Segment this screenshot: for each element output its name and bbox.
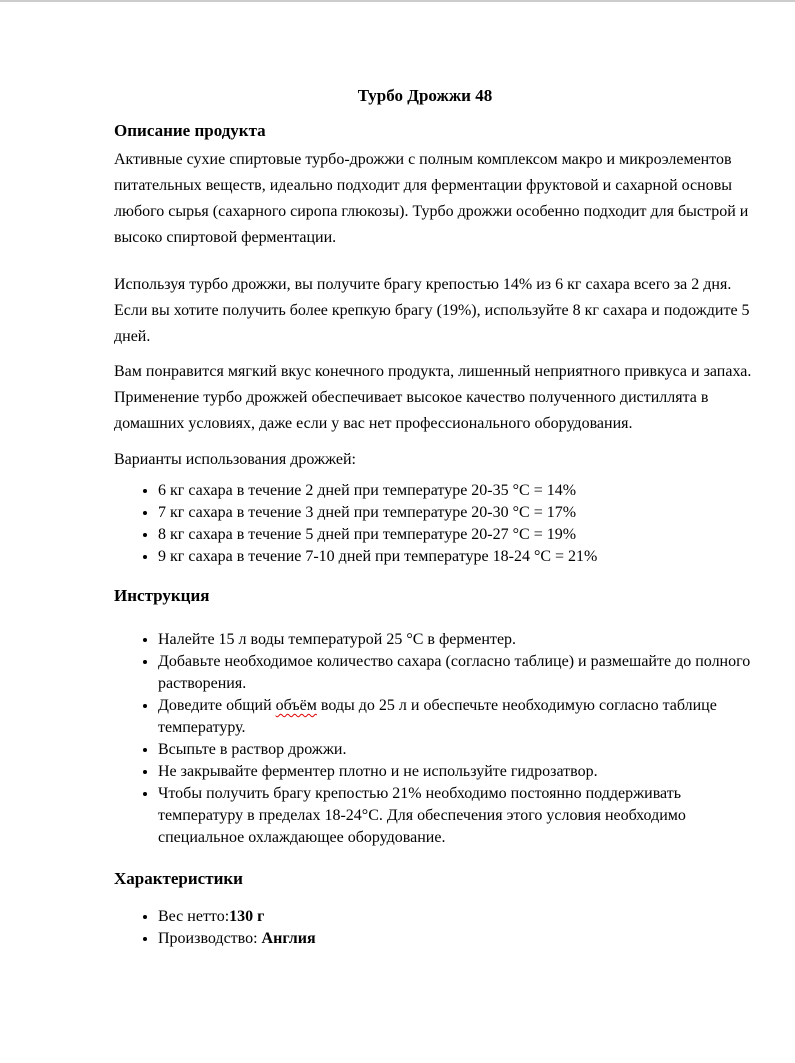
description-paragraph-2: Используя турбо дрожжи, вы получите брагу крепостью 14% из 6 кг сахара всего за 2 дня. Если вы хотите получить более крепкую брагу (19%), используйте 8 кг сахара и подождите 5 дней. <box>114 276 750 345</box>
instruction-step-6: • Чтобы получить брагу крепостью 21% необходимо постоянно поддерживать температуру в пределах 18-24°С. Для обеспечения этого условия необходимо специальное охлаждающее оборудование. <box>158 783 764 849</box>
description-paragraph-1: Активные сухие спиртовые турбо-дрожжи с полным комплексом макро и микроэлементов питательных веществ, идеально подходит для ферментации фруктовой и сахарной основы любого сырья (сахарного сиропа глюкозы). Турбо дрожжи особенно подходит для быстрой и высоко спиртовой ферментации. <box>114 151 749 246</box>
instruction-step-2: • Добавьте необходимое количество сахара (согласно таблице) и размешайте до полного растворения. <box>158 651 764 695</box>
usage-option-4: • 9 кг сахара в течение 7-10 дней при температуре 18-24 °С = 21% <box>158 546 764 568</box>
instructions-list <box>114 629 764 849</box>
instruction-step-3-post: воды до 25 л и обеспечьте необходимую согласно таблице температуру. <box>158 697 717 736</box>
usage-option-1: • 6 кг сахара в течение 2 дней при температуре 20-35 °С = 14% <box>158 480 764 502</box>
document-page <box>0 2 795 950</box>
usage-option-2: • 7 кг сахара в течение 3 дней при температуре 20-30 °С = 17% <box>158 502 764 524</box>
usage-options-list <box>114 480 764 568</box>
usage-intro: Варианты использования дрожжей: <box>114 451 356 468</box>
characteristics-list <box>114 906 764 950</box>
characteristic-value: Англия <box>261 930 316 947</box>
section-heading-instructions: Инструкция <box>114 586 210 605</box>
characteristic-value: 130 г <box>229 908 265 925</box>
characteristic-net-weight <box>158 906 764 928</box>
usage-option-3: • 8 кг сахара в течение 5 дней при температуре 20-27 °С = 19% <box>158 524 764 546</box>
description-paragraph-3: Вам понравится мягкий вкус конечного продукта, лишенный неприятного привкуса и запаха. Применение турбо дрожжей обеспечивает высокое качество полученного дистиллята в домашних условиях, даже если у вас нет профессионального оборудования. <box>114 363 752 432</box>
characteristic-label: Производство: <box>158 930 262 947</box>
instruction-step-1: • Налейте 15 л воды температурой 25 °С в ферментер. <box>158 629 764 651</box>
document-title: Турбо Дрожжи 48 <box>357 86 493 105</box>
characteristic-country <box>158 928 764 950</box>
instruction-step-5: • Не закрывайте ферментер плотно и не используйте гидрозатвор. <box>158 761 764 783</box>
instruction-step-3 <box>158 695 764 739</box>
misspelled-word: объём <box>275 697 317 714</box>
characteristic-label: Вес нетто: <box>158 908 230 925</box>
section-heading-description: Описание продукта <box>114 121 266 140</box>
section-heading-characteristics: Характеристики <box>114 869 243 888</box>
instruction-step-3-pre: Доведите общий <box>158 697 276 714</box>
instruction-step-4: • Всыпьте в раствор дрожжи. <box>158 739 764 761</box>
